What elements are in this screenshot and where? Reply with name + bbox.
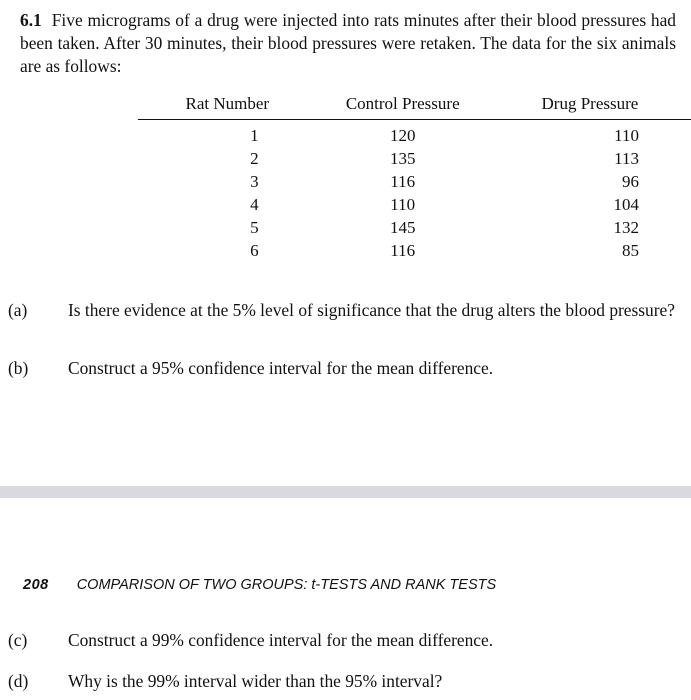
cell-drug-pressure: 96: [622, 172, 639, 191]
cell-control-pressure: 116: [390, 241, 416, 260]
cell-drug-pressure: 85: [622, 241, 639, 260]
question-text: Construct a 99% confidence interval for the mean difference.: [68, 630, 494, 650]
blood-pressure-table: [138, 94, 691, 262]
problem-intro: [20, 9, 676, 78]
page-number: 208: [23, 577, 49, 593]
table-row: [138, 147, 691, 170]
cell-rat-number: 2: [250, 149, 259, 168]
table-row: [138, 193, 691, 216]
question-c: [8, 629, 691, 652]
cell-rat-number: 6: [250, 241, 259, 260]
question-text: Why is the 99% interval wider than the 95% interval?: [68, 671, 443, 691]
cell-control-pressure: 120: [389, 126, 416, 145]
question-letter: (d): [8, 671, 29, 691]
table-row: [138, 170, 691, 193]
question-text: Is there evidence at the 5% level of significance that the drug alters the blood pressure?: [68, 300, 675, 320]
cell-control-pressure: 116: [390, 172, 416, 191]
table-header-row: [138, 94, 691, 120]
cell-rat-number: 4: [250, 195, 259, 214]
cell-control-pressure: 145: [389, 218, 416, 237]
table-row: [138, 239, 691, 262]
table-row: [138, 216, 691, 239]
chapter-title: COMPARISON OF TWO GROUPS: t-TESTS AND RANK TESTS: [76, 577, 497, 593]
header-drug-pressure: Drug Pressure: [489, 94, 691, 120]
cell-drug-pressure: 104: [613, 195, 639, 214]
page-separator: [0, 486, 691, 498]
cell-rat-number: 5: [250, 218, 259, 237]
question-letter: (b): [8, 358, 29, 378]
cell-control-pressure: 110: [390, 195, 416, 214]
question-letter: (a): [8, 300, 28, 320]
question-letter: (c): [8, 630, 28, 650]
cell-rat-number: 3: [250, 172, 259, 191]
question-b: [8, 357, 691, 380]
cell-rat-number: 1: [250, 126, 259, 145]
running-header: [23, 577, 496, 593]
header-control-pressure: Control Pressure: [317, 94, 489, 120]
table-row: [138, 120, 691, 148]
cell-drug-pressure: 113: [614, 149, 639, 168]
question-text: Construct a 95% confidence interval for the mean difference.: [68, 358, 494, 378]
problem-intro-text: Five micrograms of a drug were injected into rats minutes after their blood pressures had been taken. After 30 minutes, their blood pressures were retaken. The data for the six animals are as follows:: [20, 10, 676, 76]
cell-drug-pressure: 132: [613, 218, 639, 237]
problem-number: 6.1: [20, 10, 42, 30]
question-a: [8, 299, 691, 322]
header-rat-number: Rat Number: [138, 94, 317, 120]
cell-drug-pressure: 110: [614, 126, 639, 145]
cell-control-pressure: 135: [389, 149, 416, 168]
question-d: [8, 670, 691, 693]
